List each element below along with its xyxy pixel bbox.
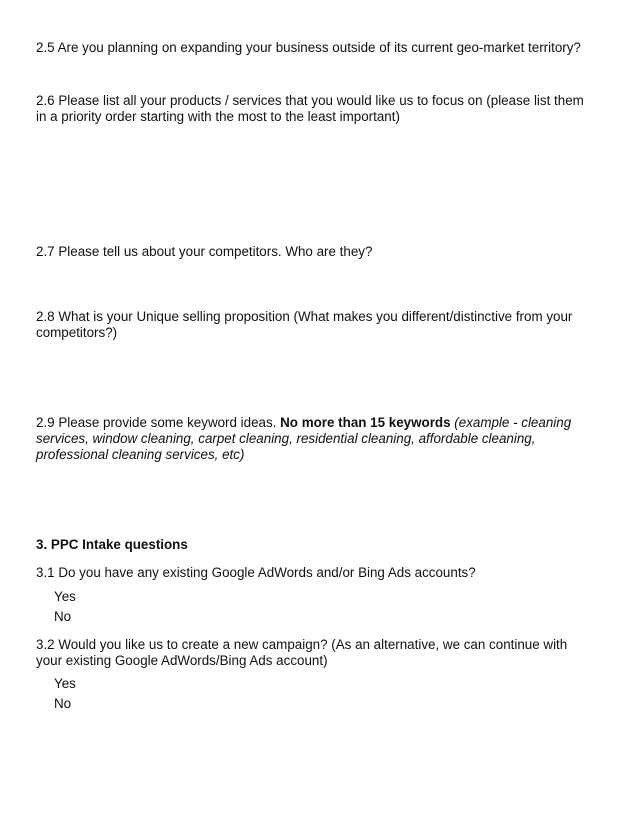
question-2-8: 2.8 What is your Unique selling proposition (What makes you different/distinctive from your competitors?) [36, 309, 573, 340]
question-3-1: 3.1 Do you have any existing Google AdWords and/or Bing Ads accounts? [36, 565, 476, 580]
question-2-9-emphasis: No more than 15 keywords [280, 415, 451, 430]
question-3-2-option-no: No [54, 696, 72, 711]
question-2-9-example: (example - cleaning services, window cleaning, carpet cleaning, residential cleaning, affordable cleaning, professional cleaning services, etc) [36, 415, 572, 462]
question-3-1-option-no: No [54, 609, 72, 624]
section-3-heading: 3. PPC Intake questions [36, 537, 188, 552]
question-2-9 [36, 415, 596, 463]
question-3-2: 3.2 Would you like us to create a new campaign? (As an alternative, we can continue with your existing Google AdWords/Bing Ads account) [36, 637, 568, 668]
question-2-7: 2.7 Please tell us about your competitors. Who are they? [36, 244, 373, 259]
question-3-2-option-yes: Yes [54, 676, 76, 691]
question-2-5: 2.5 Are you planning on expanding your business outside of its current geo-market territory? [36, 40, 581, 55]
question-2-9-lead: 2.9 Please provide some keyword ideas. [36, 415, 281, 430]
question-2-6: 2.6 Please list all your products / services that you would like us to focus on (please list them in a priority order starting with the most to the least important) [36, 93, 584, 124]
question-3-1-option-yes: Yes [54, 589, 76, 604]
